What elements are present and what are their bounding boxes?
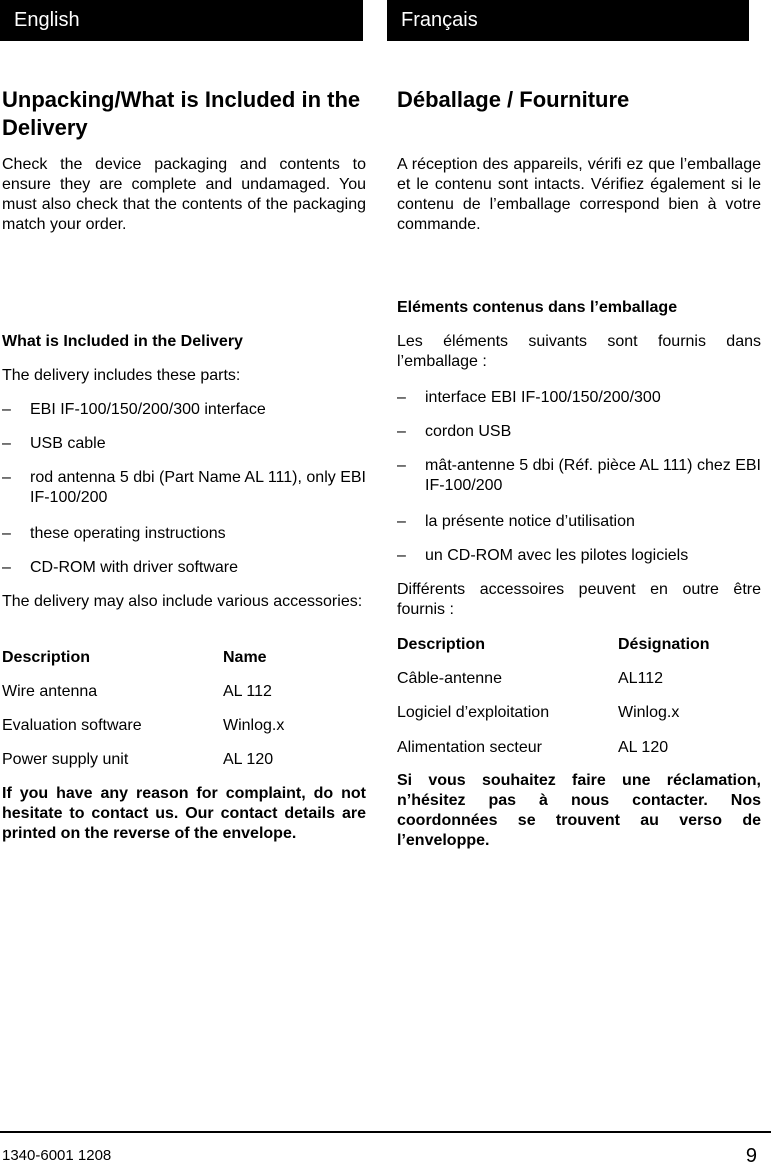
list-item-text: la présente notice d’utilisation bbox=[425, 513, 635, 530]
french-section-header: Français bbox=[387, 0, 749, 41]
table-cell-description: Logiciel d’exploitation bbox=[397, 704, 550, 721]
list-item bbox=[2, 400, 366, 420]
french-title: Déballage / Fourniture bbox=[397, 87, 630, 112]
list-dash: – bbox=[397, 457, 406, 474]
page-number: 9 bbox=[745, 1145, 757, 1167]
table-cell-description: Evaluation software bbox=[2, 717, 142, 734]
list-dash: – bbox=[2, 401, 11, 418]
table-header-name: Désignation bbox=[618, 636, 710, 653]
english-included-heading: What is Included in the Delivery bbox=[2, 333, 243, 350]
list-item bbox=[397, 512, 761, 532]
list-item-text: USB cable bbox=[30, 435, 106, 452]
list-item bbox=[397, 456, 761, 496]
english-accessories-intro: The delivery may also include various accessories: bbox=[2, 593, 363, 610]
table-cell-description: Câble-antenne bbox=[397, 670, 502, 687]
table-header-name: Name bbox=[223, 649, 267, 666]
list-item-text: CD-ROM with driver software bbox=[30, 559, 239, 576]
table-cell-description: Alimentation secteur bbox=[397, 739, 542, 756]
table-cell-description: Power supply unit bbox=[2, 751, 129, 768]
list-item-text: un CD-ROM avec les pilotes logiciels bbox=[425, 547, 689, 564]
french-included-intro: Les éléments suivants sont fournis dans l’emballage : bbox=[397, 333, 761, 370]
table-cell-name: AL 112 bbox=[223, 683, 272, 700]
table-cell-name: Winlog.x bbox=[223, 717, 285, 734]
french-complaint-note: Si vous souhaitez faire une réclamation, n’hésitez pas à nous contacter. Nos coordonnées se trouvent au verso de l’enveloppe. bbox=[397, 772, 761, 849]
list-dash: – bbox=[397, 423, 406, 440]
list-item-text: rod antenna 5 dbi (Part Name AL 111), only EBI IF-100/200 bbox=[30, 469, 366, 506]
document-code: 1340-6001 1208 bbox=[2, 1147, 112, 1164]
list-item bbox=[2, 468, 366, 508]
english-intro: Check the device packaging and contents to ensure they are complete and undamaged. You must also check that the contents of the packaging match your order. bbox=[2, 156, 366, 233]
table-header-description: Description bbox=[2, 649, 91, 666]
list-item-text: cordon USB bbox=[425, 423, 512, 440]
list-item bbox=[2, 558, 366, 578]
french-accessories-intro: Différents accessoires peuvent en outre être fournis : bbox=[397, 581, 761, 618]
table-cell-name: AL 120 bbox=[618, 739, 669, 756]
table-header-description: Description bbox=[397, 636, 486, 653]
table-cell-description: Wire antenna bbox=[2, 683, 98, 700]
list-item-text: interface EBI IF-100/150/200/300 bbox=[425, 389, 661, 406]
list-item bbox=[2, 524, 366, 544]
table-cell-name: Winlog.x bbox=[618, 704, 680, 721]
list-item bbox=[397, 388, 761, 408]
list-item-text: mât-antenne 5 dbi (Réf. pièce AL 111) chez EBI IF-100/200 bbox=[425, 457, 761, 494]
list-dash: – bbox=[397, 513, 406, 530]
english-title: Unpacking/What is Included in the Delivery bbox=[2, 87, 361, 140]
list-dash: – bbox=[2, 525, 11, 542]
list-dash: – bbox=[397, 389, 406, 406]
table-cell-name: AL112 bbox=[618, 670, 664, 687]
list-item-text: these operating instructions bbox=[30, 525, 226, 542]
list-item bbox=[397, 422, 761, 442]
table-cell-name: AL 120 bbox=[223, 751, 274, 768]
list-item bbox=[2, 434, 366, 454]
list-dash: – bbox=[2, 559, 11, 576]
footer-divider bbox=[0, 1131, 771, 1133]
english-included-intro: The delivery includes these parts: bbox=[2, 367, 241, 384]
list-dash: – bbox=[2, 469, 11, 486]
english-section-header: English bbox=[0, 0, 363, 41]
french-included-heading: Eléments contenus dans l’emballage bbox=[397, 299, 678, 316]
list-dash: – bbox=[397, 547, 406, 564]
list-dash: – bbox=[2, 435, 11, 452]
english-complaint-note: If you have any reason for complaint, do not hesitate to contact us. Our contact details are printed on the reverse of the envelope. bbox=[2, 785, 366, 842]
list-item bbox=[397, 546, 761, 566]
french-intro: A réception des appareils, vérifi ez que l’emballage et le contenu sont intacts. Vérifiez également si le contenu de l’emballage correspond bien à votre commande. bbox=[397, 156, 761, 233]
list-item-text: EBI IF-100/150/200/300 interface bbox=[30, 401, 266, 418]
